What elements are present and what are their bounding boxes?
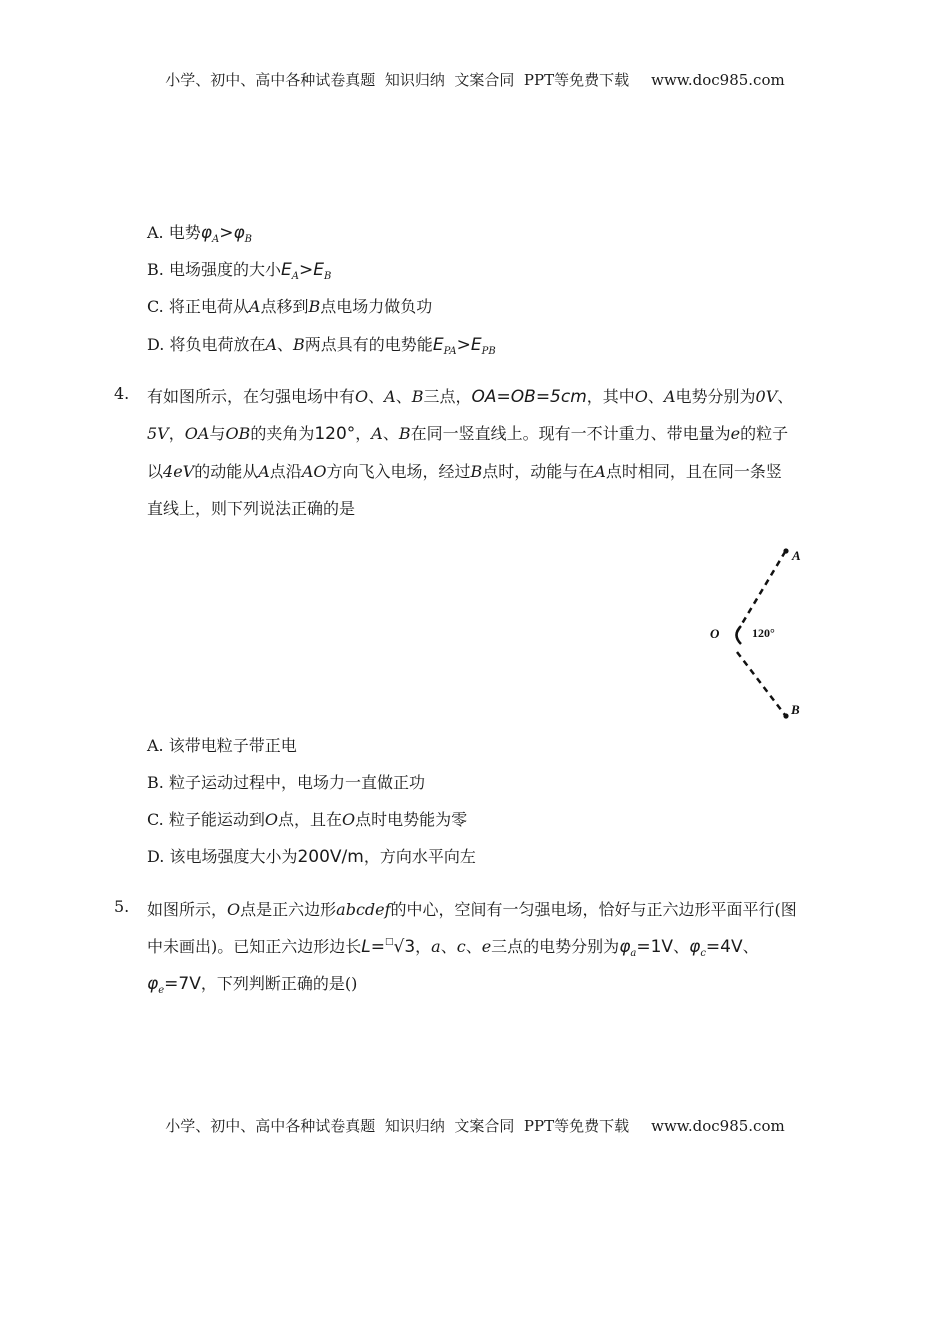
header-site: www.doc985.com bbox=[651, 71, 785, 89]
point-b bbox=[783, 713, 788, 718]
page-header bbox=[0, 69, 950, 90]
q3-option-a: A. 电势$\varphi_A>\varphi_B$ bbox=[147, 223, 253, 245]
label-o: O bbox=[710, 626, 720, 641]
q4-figure bbox=[700, 540, 820, 725]
label-a: A bbox=[792, 548, 801, 563]
header-text: 小学、初中、高中各种试卷真题 知识归纳 文案合同 PPT等免费下载 bbox=[165, 71, 630, 89]
q4-option-c: C. 粒子能运动到O点，且在O点时电势能为零 bbox=[147, 810, 468, 829]
q4-option-a: A. 该带电粒子带正电 bbox=[147, 736, 297, 755]
q4-option-b: B. 粒子运动过程中，电场力一直做正功 bbox=[147, 773, 425, 792]
q5-stem-line1: 如图所示，O点是正六边形abcdef的中心，空间有一匀强电场，恰好与正六边形平面平行(图 bbox=[147, 900, 797, 919]
segment-ob bbox=[737, 652, 785, 715]
q5-stem-line3: $\varphi_e=7V$，下列判断正确的是() bbox=[147, 974, 358, 996]
q4-option-d: D. 该电场强度大小为200V/m，方向水平向左 bbox=[147, 847, 476, 867]
q4-stem-line4: 直线上，则下列说法正确的是 bbox=[147, 499, 356, 518]
segment-oa bbox=[737, 552, 785, 632]
q4-number: 4. bbox=[114, 384, 130, 403]
angle-label: 120° bbox=[752, 626, 775, 640]
q4-stem-line2: 5V，OA与OB的夹角为120°，A、B在同一竖直线上。现有一不计重力、带电量为e的粒子 bbox=[147, 424, 789, 444]
q3-option-c: C. 将正电荷从A点移到B点电场力做负功 bbox=[147, 297, 433, 316]
point-a bbox=[783, 548, 788, 553]
q4-stem-line3: 以4eV的动能从A点沿AO方向飞入电场，经过B点时，动能与在A点时相同，且在同一条竖 bbox=[147, 462, 782, 481]
footer-site: www.doc985.com bbox=[651, 1117, 785, 1135]
q3-option-b: B. 电场强度的大小$E_A>E_B$ bbox=[147, 260, 332, 282]
q5-stem-line2: 中未画出)。已知正六边形边长L=□√3，a、c、e三点的电势分别为$\varphi_a=1V$、$\varphi_c=4V$、 bbox=[147, 937, 759, 959]
oab-diagram bbox=[700, 540, 820, 725]
footer-text: 小学、初中、高中各种试卷真题 知识归纳 文案合同 PPT等免费下载 bbox=[165, 1117, 630, 1135]
q5-number: 5. bbox=[114, 897, 130, 916]
page-footer bbox=[0, 1115, 950, 1136]
label-b: B bbox=[791, 702, 800, 717]
q4-stem-line1: 有如图所示，在匀强电场中有O、A、B三点，OA=OB=5cm，其中O、A电势分别为0V、 bbox=[147, 387, 794, 407]
q3-option-d: D. 将负电荷放在A、B两点具有的电势能$E_{PA}>E_{PB}$ bbox=[147, 335, 496, 357]
